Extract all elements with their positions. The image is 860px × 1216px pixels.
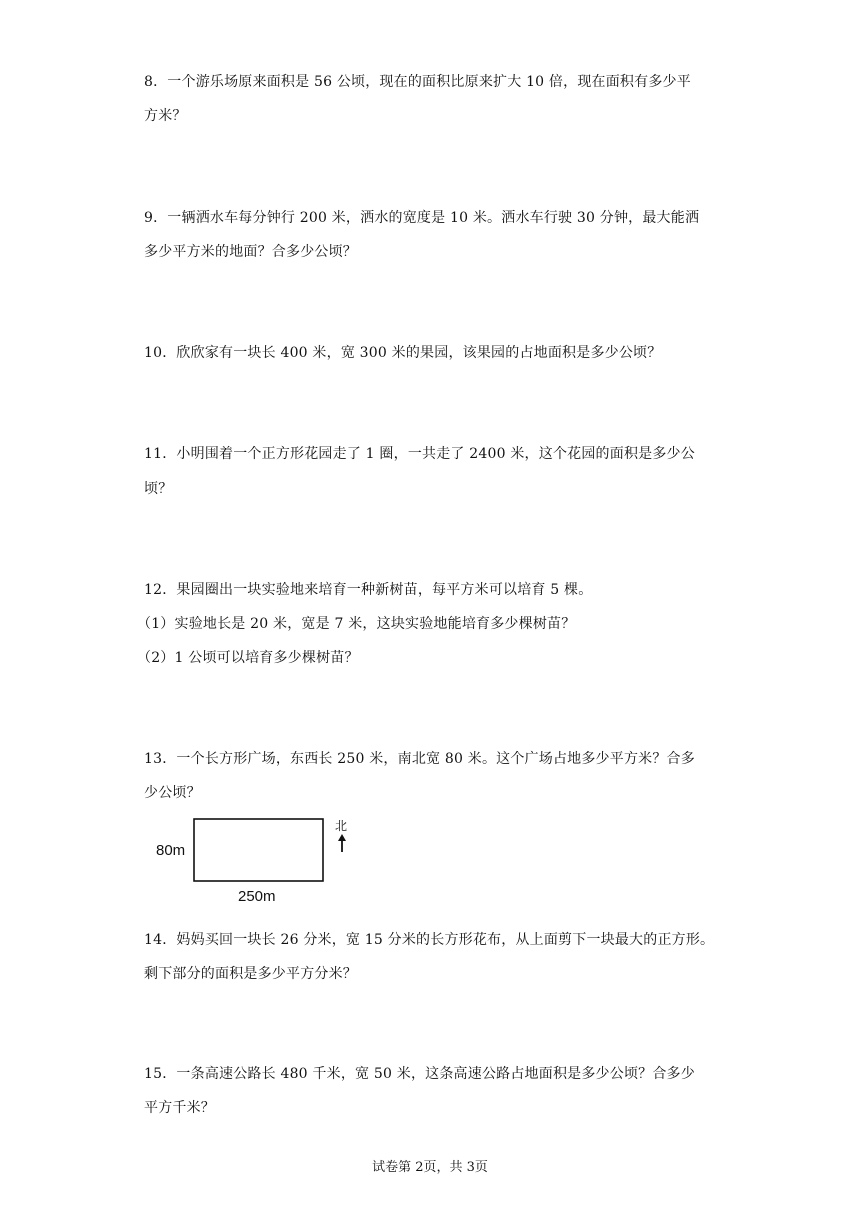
- north-arrow-icon: [338, 834, 346, 852]
- question-9-line-2: 多少平方米的地面？合多少公顷？: [144, 244, 357, 260]
- rectangle-plaza-diagram: [150, 814, 360, 906]
- question-10-line-1: 10．欣欣家有一块长 400 米，宽 300 米的果园，该果园的占地面积是多少公顷？: [144, 345, 662, 361]
- question-15-line-2: 平方千米？: [144, 1100, 215, 1116]
- question-12-sub-item-1: （1）实验地长是 20 米，宽是 7 米，这块实验地能培育多少棵树苗？: [137, 616, 576, 632]
- question-14-line-2: 剩下部分的面积是多少平方分米？: [144, 966, 357, 982]
- question-13-line-1: 13．一个长方形广场，东西长 250 米，南北宽 80 米。这个广场占地多少平方米？合多: [144, 751, 695, 767]
- length-label: 250m: [238, 888, 276, 905]
- plaza-rectangle: [194, 819, 323, 881]
- question-11-line-1: 11．小明围着一个正方形花园走了 1 圈，一共走了 2400 米，这个花园的面积是多少公: [144, 446, 695, 462]
- question-8-line-2: 方米？: [144, 108, 187, 124]
- question-12-line-1: 12．果园圈出一块实验地来培育一种新树苗，每平方米可以培育 5 棵。: [144, 582, 593, 598]
- question-12-sub-item-2: （2）1 公顷可以培育多少棵树苗？: [137, 650, 359, 666]
- question-13-line-2: 少公顷？: [144, 785, 201, 801]
- question-11-line-2: 顷？: [144, 481, 173, 497]
- width-label: 80m: [156, 842, 186, 859]
- question-14-line-1: 14．妈妈买回一块长 26 分米，宽 15 分米的长方形花布，从上面剪下一块最大的正方形。: [144, 932, 715, 948]
- question-8-line-1: 8．一个游乐场原来面积是 56 公顷，现在的面积比原来扩大 10 倍，现在面积有多少平: [144, 74, 691, 90]
- page-footer: 试卷第 2页，共 3页: [372, 1160, 488, 1175]
- question-15-line-1: 15．一条高速公路长 480 千米，宽 50 米，这条高速公路占地面积是多少公顷？合多少: [144, 1066, 695, 1082]
- question-9-line-1: 9．一辆洒水车每分钟行 200 米，洒水的宽度是 10 米。洒水车行驶 30 分钟，最大能洒: [144, 210, 700, 226]
- north-label: 北: [335, 819, 348, 833]
